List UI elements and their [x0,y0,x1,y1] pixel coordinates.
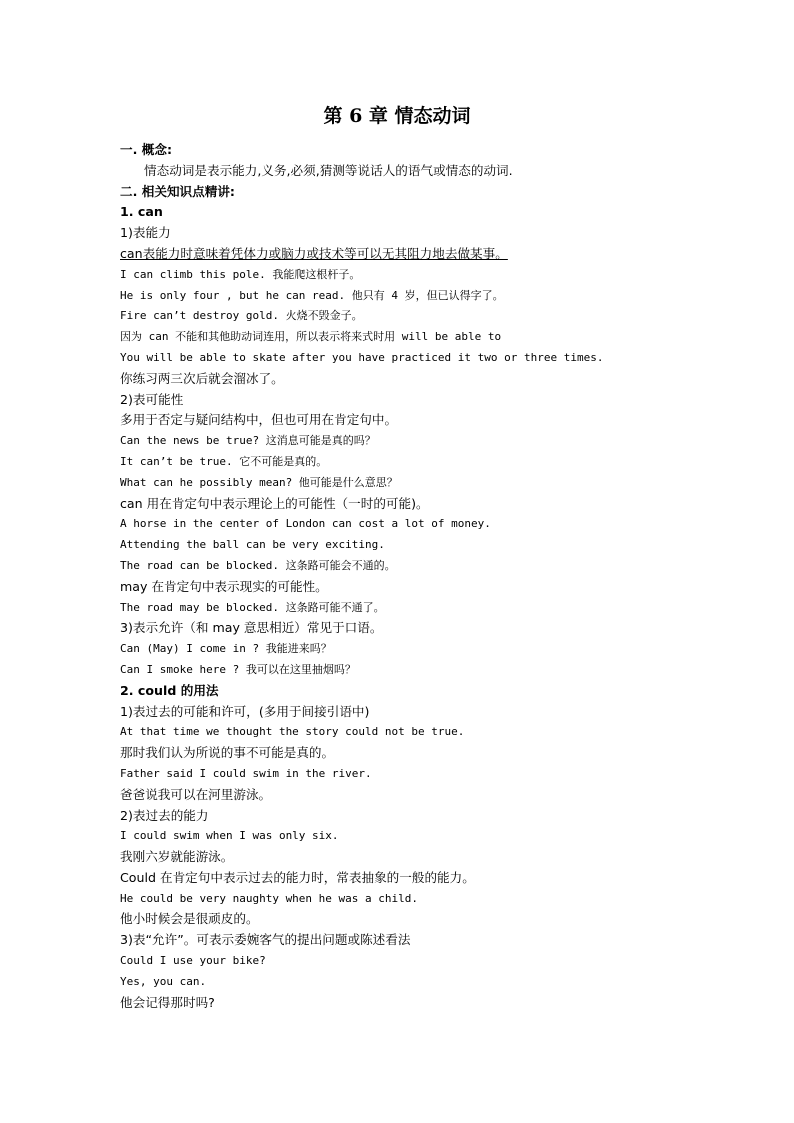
document-body [120,140,680,1013]
line-text: Could 在肯定句中表示过去的能力时，常表抽象的一般的能力。 [120,869,475,885]
line-text: 1)表能力 [120,225,171,241]
line-text: I could swim when I was only six. [120,829,339,843]
line-text: Fire can’t destroy gold. 火烧不毁金子。 [120,309,363,323]
line-text: can 用在肯定句中表示理论上的可能性（一时的可能)。 [120,495,429,511]
line-text: A horse in the center of London can cost a lot of money. [120,517,491,531]
text-line [120,452,680,473]
text-line [120,161,680,182]
text-line [120,577,680,598]
text-line [120,494,680,515]
line-text: 2)表过去的能力 [120,807,209,823]
text-line [120,972,680,993]
text-line [120,639,680,660]
text-line [120,806,680,827]
text-line [120,618,680,639]
line-text: 爸爸说我可以在河里游泳。 [120,786,272,802]
line-text: may 在肯定句中表示现实的可能性。 [120,578,328,594]
text-line [120,348,680,369]
line-text: 多用于否定与疑问结构中，但也可用在肯定句中。 [120,412,398,428]
line-text: 因为 can 不能和其他助动词连用，所以表示将来式时用 will be able to [120,330,502,344]
text-line [120,764,680,785]
chapter-title: 第 6 章 情态动词 [323,105,471,127]
line-text: 他小时候会是很顽皮的。 [120,911,259,927]
line-text: He could be very naughty when he was a child. [120,891,419,905]
text-line [120,369,680,390]
line-text: can表能力时意味着凭体力或脑力或技术等可以无其阻力地去做某事。 [120,245,508,261]
text-line [120,286,680,307]
text-line [120,909,680,930]
text-line [120,223,680,244]
line-text: 我刚六岁就能游泳。 [120,849,234,865]
text-line [120,514,680,535]
text-line [120,556,680,577]
text-line [120,702,680,723]
line-text: 那时我们认为所说的事不可能是真的。 [120,745,335,761]
text-line [120,660,680,681]
text-line [120,889,680,910]
text-line [120,390,680,411]
text-line [120,826,680,847]
text-line [120,951,680,972]
line-text: I can climb this pole. 我能爬这根杆子。 [120,267,361,281]
text-line [120,847,680,868]
line-text: 3)表“允许”。可表示委婉客气的提出问题或陈述看法 [120,932,411,948]
line-text: 情态动词是表示能力,义务,必须,猜测等说话人的语气或情态的动词. [144,162,513,178]
line-text: 一. 概念: [120,142,172,157]
line-text: Yes, you can. [120,974,207,988]
text-line [120,265,680,286]
line-text: What can he possibly mean? 他可能是什么意思？ [120,475,398,489]
text-line [120,306,680,327]
section-heading [120,202,680,223]
line-text: Can the news be true? 这消息可能是真的吗？ [120,434,376,448]
line-text: You will be able to skate after you have practiced it two or three times. [120,350,604,364]
line-text: Father said I could swim in the river. [120,766,372,780]
line-text: Can (May) I come in ? 我能进来吗？ [120,642,332,656]
section-heading [120,140,680,161]
line-text: He is only four , but he can read. 他只有 4 岁，但已认得字了。 [120,288,504,302]
line-text: 1)表过去的可能和许可，(多用于间接引语中) [120,703,370,719]
text-line [120,993,680,1014]
line-text: 1. can [120,204,163,220]
text-line [120,473,680,494]
line-text: The road may be blocked. 这条路可能不通了。 [120,600,385,614]
text-line [120,930,680,951]
text-line [120,431,680,452]
line-text: Could I use your bike? [120,954,266,968]
text-line [120,244,680,265]
text-line [120,722,680,743]
line-text: 他会记得那时吗? [120,994,215,1010]
line-text: 3)表示允许（和 may 意思相近）常见于口语。 [120,620,383,636]
line-text: Can I smoke here ? 我可以在这里抽烟吗？ [120,662,356,676]
line-text: At that time we thought the story could not be true. [120,725,465,739]
line-text: 2)表可能性 [120,391,184,407]
text-line [120,535,680,556]
text-line [120,410,680,431]
text-line [120,743,680,764]
text-line [120,327,680,348]
line-text: 你练习两三次后就会溜冰了。 [120,370,284,386]
section-heading [120,182,680,203]
line-text: Attending the ball can be very exciting. [120,538,385,552]
line-text: It can’t be true. 它不可能是真的。 [120,454,328,468]
line-text: 二. 相关知识点精讲: [120,183,235,199]
text-line [120,868,680,889]
section-heading [120,681,680,702]
line-text: 2. could 的用法 [120,682,219,698]
text-line [120,785,680,806]
line-text: The road can be blocked. 这条路可能会不通的。 [120,558,396,572]
text-line [120,598,680,619]
